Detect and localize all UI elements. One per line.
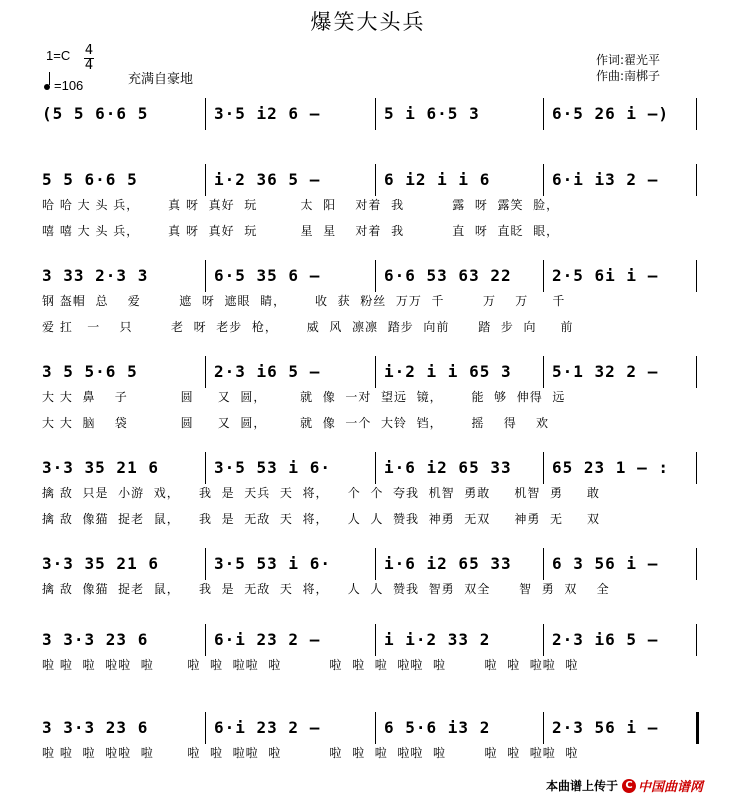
measure: 3 5 5·6 5: [42, 362, 138, 381]
barline: [205, 624, 206, 656]
lyricist: 作词:翟光平: [596, 53, 661, 67]
barline: [205, 356, 206, 388]
lyric-line-2: 爱 扛 一 只 老 呀 老步 枪， 威 风 凛凛 踏步 向前 踏 步 向 前: [42, 320, 574, 334]
song-title: 爆笑大头兵: [310, 10, 426, 34]
barline: [543, 712, 544, 744]
credits: [596, 52, 660, 84]
barline: [696, 712, 699, 744]
barline: [696, 452, 697, 484]
measure: 3 33 2·3 3: [42, 266, 149, 285]
measure: (5 5 6·6 5: [42, 104, 149, 123]
lyric-line-2: 嘻 嘻 大 头 兵， 真 呀 真好 玩 星 星 对着 我 直 呀 直眨 眼，: [42, 224, 560, 238]
measure: 2·5 6i i –: [552, 266, 659, 285]
time-bottom: 4: [84, 58, 94, 73]
measure: 6·5 26 i –): [552, 104, 669, 123]
lyric-line-1: 擒 敌 只是 小游 戏， 我 是 天兵 天 将， 个 个 夸我 机智 勇敢 机智 勇 敢: [42, 486, 601, 500]
measure: 3 3·3 23 6: [42, 718, 149, 737]
lyric-line-2: 擒 敌 像猫 捉老 鼠， 我 是 无敌 天 将， 人 人 赞我 神勇 无双 神勇 无 双: [42, 512, 601, 526]
measure: 3·5 i2 6 –: [214, 104, 321, 123]
measure: i·2 i i 65 3: [384, 362, 512, 381]
barline: [375, 356, 376, 388]
measure: 6 5·6 i3 2: [384, 718, 491, 737]
measure: 6·6 53 63 22: [384, 266, 512, 285]
measure: i i·2 33 2: [384, 630, 491, 649]
barline: [375, 452, 376, 484]
measure: 3·3 35 21 6: [42, 554, 159, 573]
key-signature: 1=C: [46, 48, 71, 63]
measure: 6 i2 i i 6: [384, 170, 491, 189]
measure: 6·i 23 2 –: [214, 630, 321, 649]
measure: i·2 36 5 –: [214, 170, 321, 189]
measure: 5·1 32 2 –: [552, 362, 659, 381]
logo-text: 中国曲谱网: [638, 780, 704, 795]
measure: 6 3 56 i –: [552, 554, 659, 573]
footer-text: 本曲谱上传于: [546, 779, 619, 793]
measure: 3·5 53 i 6·: [214, 554, 331, 573]
barline: [696, 548, 697, 580]
barline: [375, 624, 376, 656]
lyric-line-2: 大 大 脑 袋 圆 又 圆， 就 像 一个 大铃 铛， 摇 得 欢: [42, 416, 549, 430]
measure: 3·5 53 i 6·: [214, 458, 331, 477]
footer: [546, 776, 703, 795]
barline: [696, 98, 697, 130]
barline: [375, 164, 376, 196]
expression-marking: 充满自豪地: [128, 72, 194, 87]
barline: [205, 548, 206, 580]
quarter-note-icon: [44, 84, 50, 90]
barline: [205, 98, 206, 130]
measure: 6·5 35 6 –: [214, 266, 321, 285]
barline: [543, 624, 544, 656]
composer: 作曲:南梆子: [596, 69, 661, 83]
measure: 5 i 6·5 3: [384, 104, 480, 123]
barline: [696, 164, 697, 196]
barline: [205, 452, 206, 484]
barline: [543, 356, 544, 388]
barline: [696, 356, 697, 388]
logo-icon: C: [622, 779, 636, 793]
barline: [543, 452, 544, 484]
barline: [205, 260, 206, 292]
measure: 65 23 1 – :: [552, 458, 669, 477]
site-logo: [622, 776, 703, 795]
barline: [205, 164, 206, 196]
lyric-line-1: 大 大 鼻 子 圆 又 圆， 就 像 一对 望远 镜， 能 够 伸得 远: [42, 390, 566, 404]
barline: [543, 98, 544, 130]
barline: [543, 164, 544, 196]
lyric-line-1: 哈 哈 大 头 兵， 真 呀 真好 玩 太 阳 对着 我 露 呀 露笑 脸，: [42, 198, 560, 212]
measure: i·6 i2 65 33: [384, 458, 512, 477]
measure: 2·3 i6 5 –: [552, 630, 659, 649]
measure: i·6 i2 65 33: [384, 554, 512, 573]
barline: [375, 260, 376, 292]
time-signature: [84, 44, 94, 73]
lyric-line-1: 啦 啦 啦 啦啦 啦 啦 啦 啦啦 啦 啦 啦 啦 啦啦 啦 啦 啦 啦啦 啦: [42, 746, 579, 760]
measure: 6·i i3 2 –: [552, 170, 659, 189]
barline: [375, 548, 376, 580]
measure: 2·3 56 i –: [552, 718, 659, 737]
tempo-value: =106: [54, 78, 84, 93]
barline: [543, 260, 544, 292]
measure: 2·3 i6 5 –: [214, 362, 321, 381]
barline: [696, 260, 697, 292]
barline: [375, 98, 376, 130]
measure: 6·i 23 2 –: [214, 718, 321, 737]
lyric-line-1: 擒 敌 像猫 捉老 鼠， 我 是 无敌 天 将， 人 人 赞我 智勇 双全 智 勇 双 全: [42, 582, 610, 596]
barline: [375, 712, 376, 744]
tempo-marking: [44, 78, 83, 93]
measure: 3 3·3 23 6: [42, 630, 149, 649]
time-top: 4: [84, 43, 94, 58]
measure: 5 5 6·6 5: [42, 170, 138, 189]
barline: [696, 624, 697, 656]
barline: [543, 548, 544, 580]
lyric-line-1: 钢 盔帽 总 爱 遮 呀 遮眼 睛， 收 获 粉丝 万万 千 万 万 千: [42, 294, 566, 308]
lyric-line-1: 啦 啦 啦 啦啦 啦 啦 啦 啦啦 啦 啦 啦 啦 啦啦 啦 啦 啦 啦啦 啦: [42, 658, 579, 672]
barline: [205, 712, 206, 744]
measure: 3·3 35 21 6: [42, 458, 159, 477]
